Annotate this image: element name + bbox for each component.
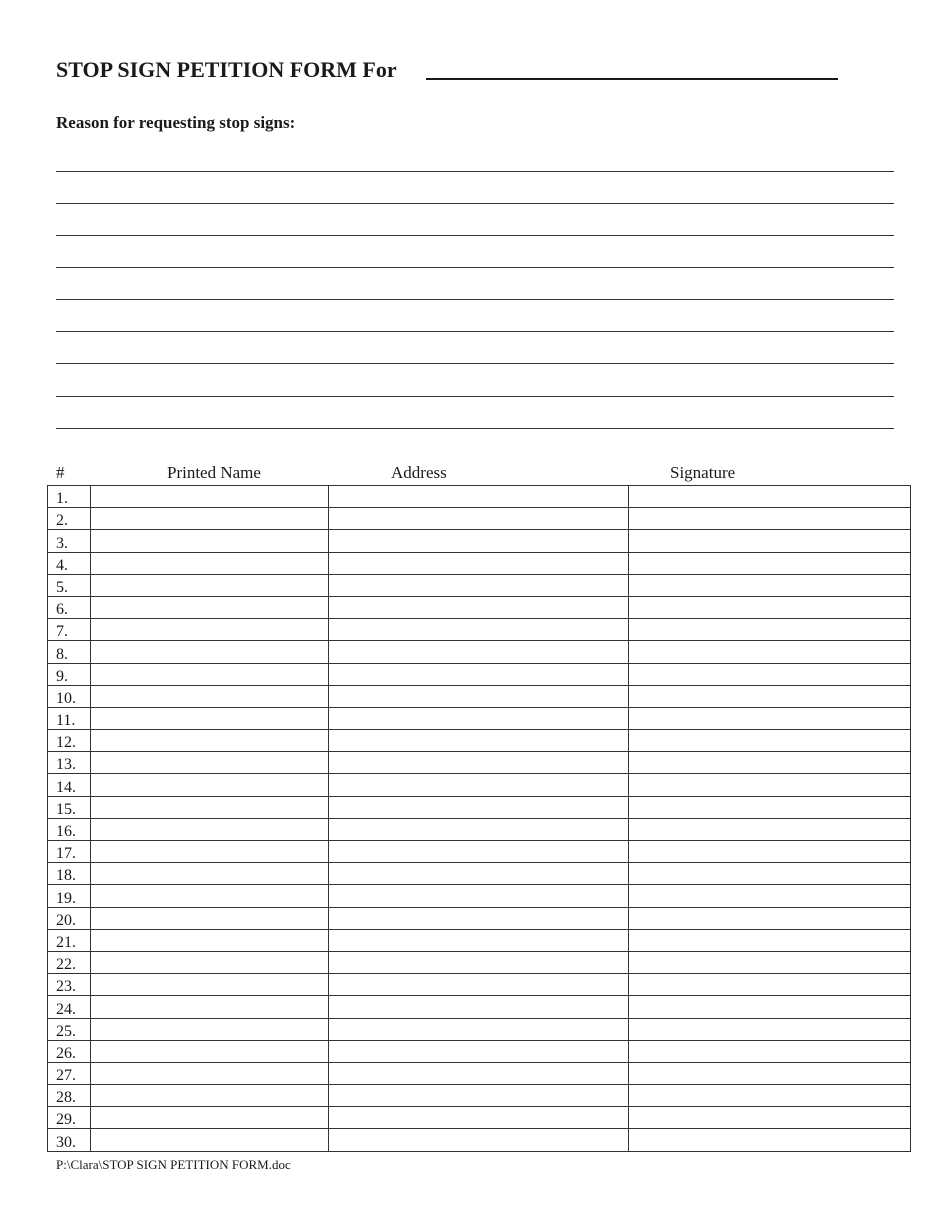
printed-name-cell[interactable]: [91, 596, 329, 618]
address-cell[interactable]: [329, 486, 629, 508]
signature-cell[interactable]: [629, 951, 911, 973]
row-number: 25.: [48, 1018, 91, 1040]
printed-name-cell[interactable]: [91, 907, 329, 929]
signature-cell[interactable]: [629, 530, 911, 552]
table-row: [48, 596, 911, 618]
row-number: 27.: [48, 1062, 91, 1084]
signature-cell[interactable]: [629, 929, 911, 951]
table-row: [48, 707, 911, 729]
address-cell[interactable]: [329, 730, 629, 752]
signature-cell[interactable]: [629, 685, 911, 707]
printed-name-cell[interactable]: [91, 508, 329, 530]
reason-label: Reason for requesting stop signs:: [56, 113, 296, 132]
row-number: 9.: [48, 663, 91, 685]
address-cell[interactable]: [329, 552, 629, 574]
signature-cell[interactable]: [629, 596, 911, 618]
row-number: 5.: [48, 574, 91, 596]
printed-name-cell[interactable]: [91, 552, 329, 574]
reason-line[interactable]: [56, 267, 894, 268]
table-row: [48, 974, 911, 996]
signature-cell[interactable]: [629, 885, 911, 907]
address-cell[interactable]: [329, 907, 629, 929]
address-cell[interactable]: [329, 641, 629, 663]
table-row: [48, 685, 911, 707]
row-number: 29.: [48, 1107, 91, 1129]
table-row: [48, 996, 911, 1018]
table-row: [48, 841, 911, 863]
file-path-footer: P:\Clara\STOP SIGN PETITION FORM.doc: [56, 1157, 291, 1172]
row-number: 28.: [48, 1085, 91, 1107]
row-number: 10.: [48, 685, 91, 707]
table-row: [48, 1107, 911, 1129]
signature-cell[interactable]: [629, 1129, 911, 1151]
signature-cell[interactable]: [629, 619, 911, 641]
printed-name-cell[interactable]: [91, 951, 329, 973]
table-row: [48, 730, 911, 752]
column-header-address: Address: [391, 463, 447, 482]
printed-name-cell[interactable]: [91, 530, 329, 552]
address-cell[interactable]: [329, 774, 629, 796]
printed-name-cell[interactable]: [91, 1107, 329, 1129]
address-cell[interactable]: [329, 508, 629, 530]
table-row: [48, 486, 911, 508]
printed-name-cell[interactable]: [91, 796, 329, 818]
row-number: 4.: [48, 552, 91, 574]
address-cell[interactable]: [329, 1018, 629, 1040]
printed-name-cell[interactable]: [91, 1129, 329, 1151]
row-number: 30.: [48, 1129, 91, 1151]
address-cell[interactable]: [329, 1085, 629, 1107]
printed-name-cell[interactable]: [91, 818, 329, 840]
table-row: [48, 885, 911, 907]
table-row: [48, 1018, 911, 1040]
signature-cell[interactable]: [629, 774, 911, 796]
signature-cell[interactable]: [629, 486, 911, 508]
printed-name-cell[interactable]: [91, 752, 329, 774]
signature-cell[interactable]: [629, 1018, 911, 1040]
signature-cell[interactable]: [629, 1085, 911, 1107]
printed-name-cell[interactable]: [91, 1040, 329, 1062]
row-number: 8.: [48, 641, 91, 663]
address-cell[interactable]: [329, 951, 629, 973]
table-row: [48, 1040, 911, 1062]
table-row: [48, 1129, 911, 1151]
signature-cell[interactable]: [629, 574, 911, 596]
table-row: [48, 929, 911, 951]
address-cell[interactable]: [329, 752, 629, 774]
address-cell[interactable]: [329, 1040, 629, 1062]
signature-table-body: [48, 486, 911, 1152]
printed-name-cell[interactable]: [91, 929, 329, 951]
row-number: 23.: [48, 974, 91, 996]
printed-name-cell[interactable]: [91, 996, 329, 1018]
table-row: [48, 951, 911, 973]
signature-cell[interactable]: [629, 730, 911, 752]
row-number: 11.: [48, 707, 91, 729]
address-cell[interactable]: [329, 863, 629, 885]
form-title: STOP SIGN PETITION FORM For: [56, 57, 397, 82]
address-cell[interactable]: [329, 707, 629, 729]
row-number: 16.: [48, 818, 91, 840]
table-row: [48, 619, 911, 641]
printed-name-cell[interactable]: [91, 730, 329, 752]
row-number: 17.: [48, 841, 91, 863]
table-row: [48, 508, 911, 530]
row-number: 3.: [48, 530, 91, 552]
row-number: 14.: [48, 774, 91, 796]
printed-name-cell[interactable]: [91, 774, 329, 796]
signature-table: [47, 485, 911, 1152]
address-cell[interactable]: [329, 929, 629, 951]
row-number: 7.: [48, 619, 91, 641]
printed-name-cell[interactable]: [91, 863, 329, 885]
table-row: [48, 863, 911, 885]
signature-cell[interactable]: [629, 907, 911, 929]
reason-line[interactable]: [56, 203, 894, 204]
table-row: [48, 752, 911, 774]
signature-cell[interactable]: [629, 508, 911, 530]
row-number: 24.: [48, 996, 91, 1018]
title-fill-in-line[interactable]: [426, 78, 838, 80]
row-number: 12.: [48, 730, 91, 752]
table-row: [48, 774, 911, 796]
signature-cell[interactable]: [629, 707, 911, 729]
table-row: [48, 1062, 911, 1084]
table-row: [48, 574, 911, 596]
row-number: 22.: [48, 951, 91, 973]
address-cell[interactable]: [329, 574, 629, 596]
address-cell[interactable]: [329, 885, 629, 907]
printed-name-cell[interactable]: [91, 974, 329, 996]
row-number: 2.: [48, 508, 91, 530]
row-number: 21.: [48, 929, 91, 951]
table-row: [48, 796, 911, 818]
table-row: [48, 552, 911, 574]
address-cell[interactable]: [329, 796, 629, 818]
row-number: 15.: [48, 796, 91, 818]
printed-name-cell[interactable]: [91, 685, 329, 707]
table-row: [48, 1085, 911, 1107]
signature-cell[interactable]: [629, 863, 911, 885]
reason-line[interactable]: [56, 171, 894, 172]
table-row: [48, 818, 911, 840]
reason-line[interactable]: [56, 428, 894, 429]
address-cell[interactable]: [329, 974, 629, 996]
row-number: 13.: [48, 752, 91, 774]
row-number: 18.: [48, 863, 91, 885]
printed-name-cell[interactable]: [91, 619, 329, 641]
row-number: 20.: [48, 907, 91, 929]
reason-line[interactable]: [56, 363, 894, 364]
table-row: [48, 907, 911, 929]
signature-cell[interactable]: [629, 996, 911, 1018]
address-cell[interactable]: [329, 1129, 629, 1151]
printed-name-cell[interactable]: [91, 707, 329, 729]
signature-cell[interactable]: [629, 752, 911, 774]
column-header-signature: Signature: [670, 463, 736, 482]
address-cell[interactable]: [329, 818, 629, 840]
printed-name-cell[interactable]: [91, 641, 329, 663]
signature-cell[interactable]: [629, 1040, 911, 1062]
address-cell[interactable]: [329, 1107, 629, 1129]
address-cell[interactable]: [329, 663, 629, 685]
signature-cell[interactable]: [629, 818, 911, 840]
signature-cell[interactable]: [629, 974, 911, 996]
row-number: 19.: [48, 885, 91, 907]
signature-cell[interactable]: [629, 663, 911, 685]
signature-cell[interactable]: [629, 552, 911, 574]
printed-name-cell[interactable]: [91, 841, 329, 863]
printed-name-cell[interactable]: [91, 486, 329, 508]
printed-name-cell[interactable]: [91, 1062, 329, 1084]
printed-name-cell[interactable]: [91, 1085, 329, 1107]
address-cell[interactable]: [329, 685, 629, 707]
printed-name-cell[interactable]: [91, 1018, 329, 1040]
signature-cell[interactable]: [629, 1107, 911, 1129]
reason-line[interactable]: [56, 235, 894, 236]
address-cell[interactable]: [329, 841, 629, 863]
signature-cell[interactable]: [629, 841, 911, 863]
address-cell[interactable]: [329, 996, 629, 1018]
printed-name-cell[interactable]: [91, 574, 329, 596]
address-cell[interactable]: [329, 596, 629, 618]
signature-cell[interactable]: [629, 796, 911, 818]
column-header-number: #: [56, 463, 65, 482]
reason-line[interactable]: [56, 396, 894, 397]
address-cell[interactable]: [329, 1062, 629, 1084]
table-row: [48, 663, 911, 685]
signature-cell[interactable]: [629, 1062, 911, 1084]
printed-name-cell[interactable]: [91, 885, 329, 907]
reason-line[interactable]: [56, 299, 894, 300]
table-row: [48, 530, 911, 552]
row-number: 1.: [48, 486, 91, 508]
address-cell[interactable]: [329, 530, 629, 552]
row-number: 26.: [48, 1040, 91, 1062]
row-number: 6.: [48, 596, 91, 618]
column-header-printed-name: Printed Name: [167, 463, 261, 482]
table-row: [48, 641, 911, 663]
reason-line[interactable]: [56, 331, 894, 332]
signature-cell[interactable]: [629, 641, 911, 663]
printed-name-cell[interactable]: [91, 663, 329, 685]
address-cell[interactable]: [329, 619, 629, 641]
